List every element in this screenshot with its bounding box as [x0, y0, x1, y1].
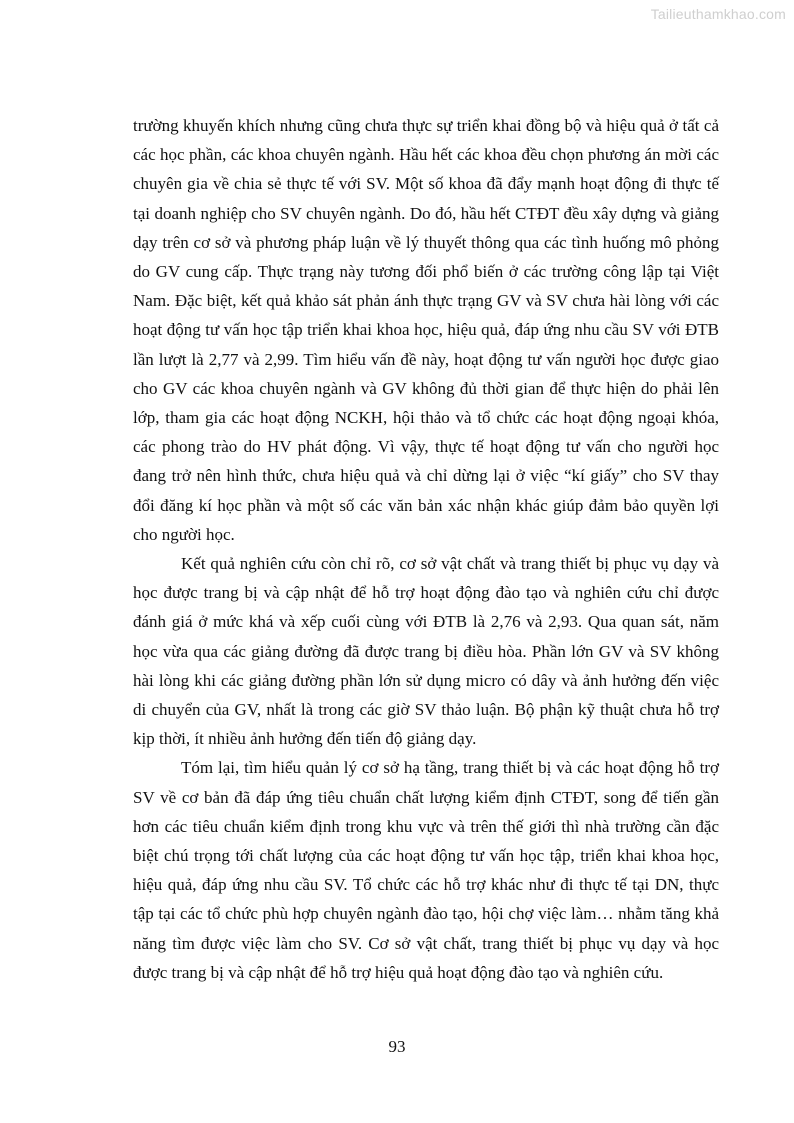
paragraph-1: trường khuyến khích nhưng cũng chưa thực sự triển khai đồng bộ và hiệu quả ở tất cả các học phần, các khoa chuyên ngành. Hầu hết các khoa đều chọn phương án mời các chuyên gia về chia sẻ thực tế với SV. Một số khoa đã đẩy mạnh hoạt động đi thực tế tại doanh nghiệp cho SV chuyên ngành. Do đó, hầu hết CTĐT đều xây dựng và giảng dạy trên cơ sở và phương pháp luận về lý thuyết thông qua các tình huống mô phỏng do GV cung cấp. Thực trạng này tương đối phổ biến ở các trường công lập tại Việt Nam. Đặc biệt, kết quả khảo sát phản ánh thực trạng GV và SV chưa hài lòng với các hoạt động tư vấn học tập triển khai khoa học, hiệu quả, đáp ứng nhu cầu SV với ĐTB lần lượt là 2,77 và 2,99. Tìm hiểu vấn đề này, hoạt động tư vấn người học được giao cho GV các khoa chuyên ngành và GV không đủ thời gian để thực hiện do phải lên lớp, tham gia các hoạt động NCKH, hội thảo và tổ chức các hoạt động ngoại khóa, các phong trào do HV phát động. Vì vậy, thực tế hoạt động tư vấn cho người học đang trở nên hình thức, chưa hiệu quả và chỉ dừng lại ở việc “kí giấy” cho SV thay đổi đăng kí học phần và một số các văn bản xác nhận khác giúp đảm bảo quyền lợi cho người học. [133, 116, 719, 544]
paragraph-2: Kết quả nghiên cứu còn chỉ rõ, cơ sở vật chất và trang thiết bị phục vụ dạy và học được trang bị và cập nhật để hỗ trợ hoạt động đào tạo và nghiên cứu chỉ được đánh giá ở mức khá và xếp cuối cùng với ĐTB là 2,76 và 2,93. Qua quan sát, năm học vừa qua các giảng đường đã được trang bị điều hòa. Phần lớn GV và SV không hài lòng khi các giảng đường phần lớn sử dụng micro có dây và ảnh hưởng đến việc di chuyển của GV, nhất là trong các giờ SV thảo luận. Bộ phận kỹ thuật chưa hỗ trợ kịp thời, ít nhiều ảnh hưởng đến tiến độ giảng dạy. [133, 554, 719, 749]
page-number: 93 [388, 1037, 406, 1056]
watermark: Tailieuthamkhao.com [650, 6, 786, 22]
document-body [133, 111, 719, 987]
paragraph-3: Tóm lại, tìm hiểu quản lý cơ sở hạ tầng, trang thiết bị và các hoạt động hỗ trợ SV về cơ bản đã đáp ứng tiêu chuẩn chất lượng kiểm định CTĐT, song để tiến gần hơn các tiêu chuẩn kiểm định trong khu vực và trên thế giới thì nhà trường cần đặc biệt chú trọng tới chất lượng của các hoạt động tư vấn học tập, triển khai khoa học, hiệu quả, đáp ứng nhu cầu SV. Tổ chức các hỗ trợ khác như đi thực tế tại DN, thực tập tại các tổ chức phù hợp chuyên ngành đào tạo, hội chợ việc làm… nhằm tăng khả năng tìm được việc làm cho SV. Cơ sở vật chất, trang thiết bị phục vụ dạy và học được trang bị và cập nhật để hỗ trợ hiệu quả hoạt động đào tạo và nghiên cứu. [133, 758, 719, 982]
